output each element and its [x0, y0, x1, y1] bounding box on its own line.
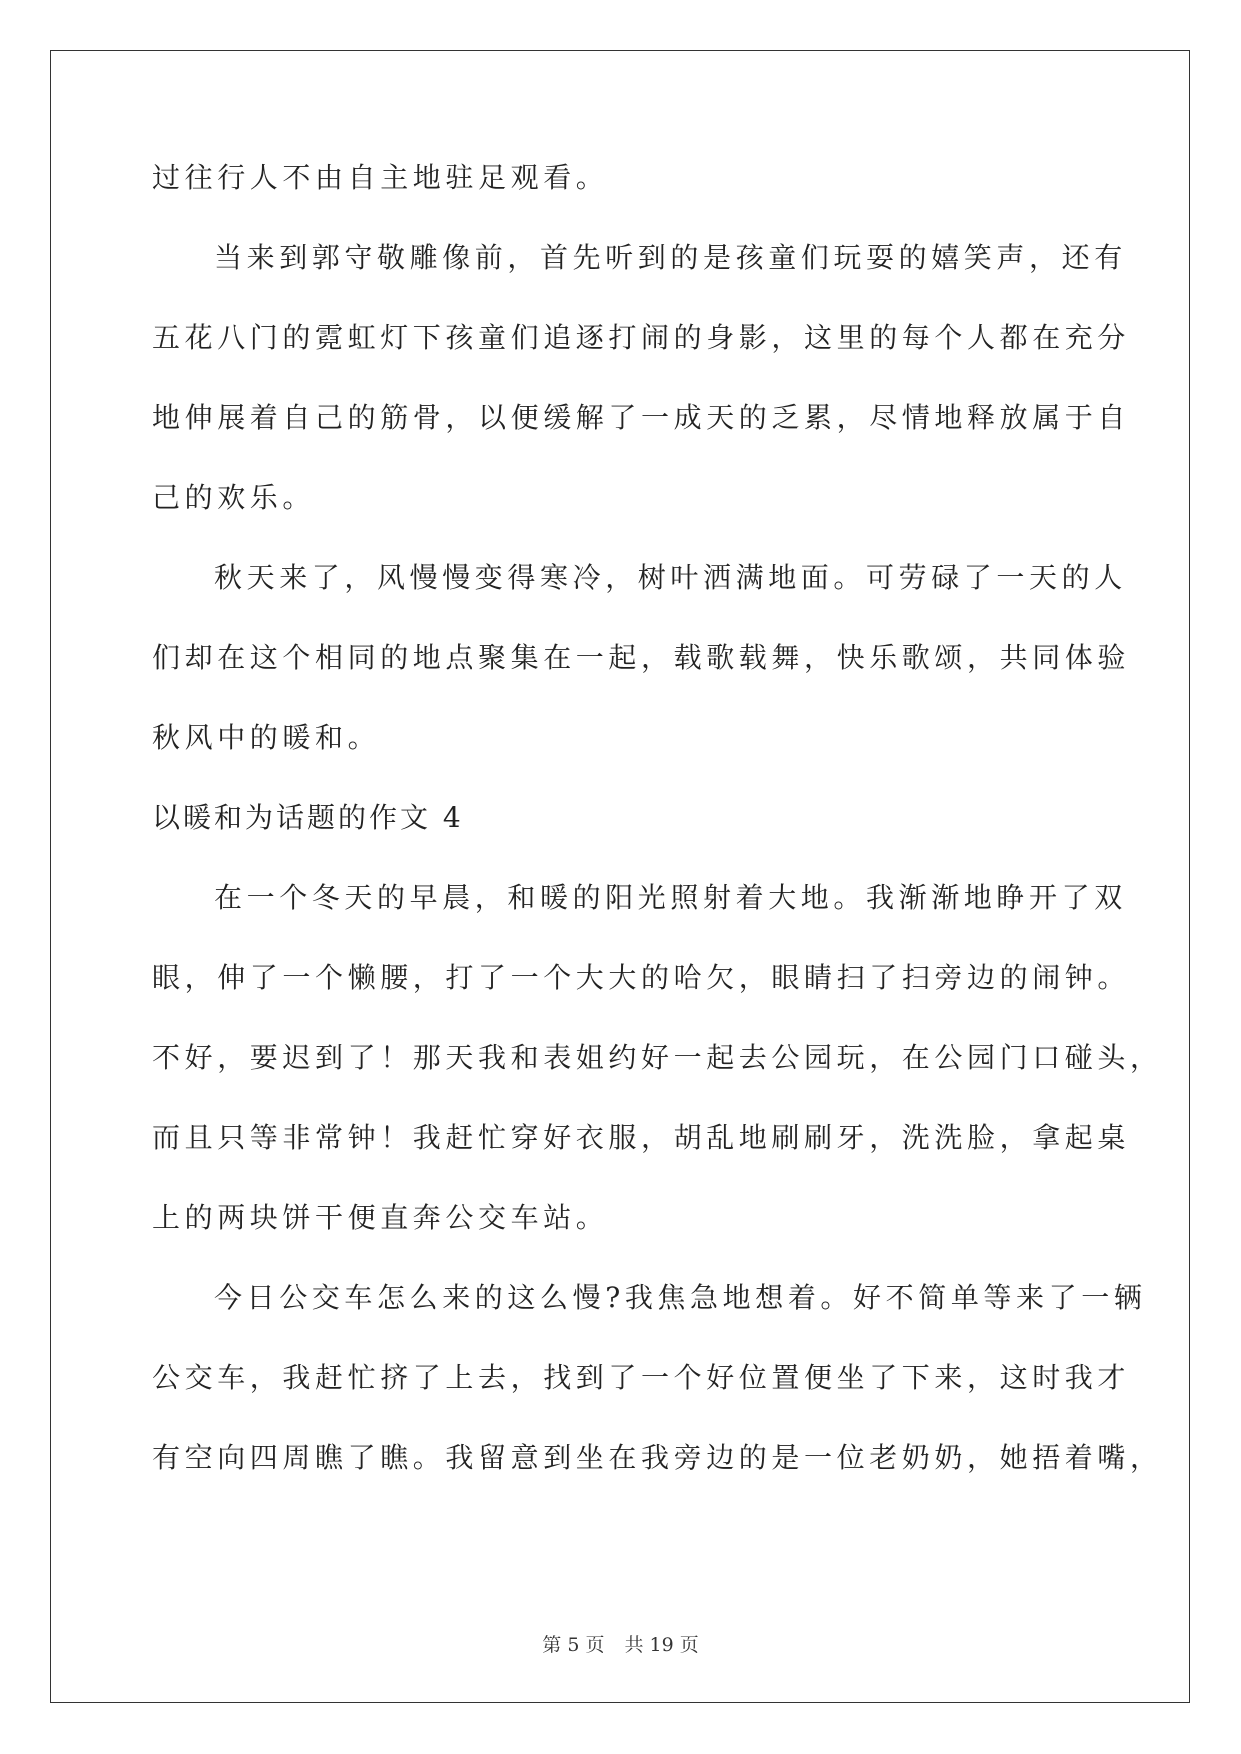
page-total: 共 19 页	[624, 1634, 699, 1656]
text-line: 地伸展着自己的筋骨，以便缓解了一成天的乏累，尽情地释放属于自	[152, 401, 1131, 434]
paragraph-start-line: 秋天来了，风慢慢变得寒冷，树叶洒满地面。可劳碌了一天的人	[214, 561, 1127, 594]
text-line: 有空向四周瞧了瞧。我留意到坐在我旁边的是一位老奶奶，她捂着嘴，	[152, 1441, 1163, 1474]
text-line: 公交车，我赶忙挤了上去，找到了一个好位置便坐了下来，这时我才	[152, 1361, 1131, 1394]
text-line: 不好，要迟到了！那天我和表姐约好一起去公园玩，在公园门口碰头，	[152, 1041, 1163, 1074]
text-line: 而且只等非常钟！我赶忙穿好衣服，胡乱地刷刷牙，洗洗脸，拿起桌	[152, 1121, 1131, 1154]
text-line: 眼，伸了一个懒腰，打了一个大大的哈欠，眼睛扫了扫旁边的闹钟。	[152, 961, 1131, 994]
paragraph-start-line: 今日公交车怎么来的这么慢?我焦急地想着。好不简单等来了一辆	[214, 1281, 1147, 1314]
text-line: 们却在这个相同的地点聚集在一起，载歌载舞，快乐歌颂，共同体验	[152, 641, 1131, 674]
page-footer	[0, 1633, 1241, 1657]
text-line: 过往行人不由自主地驻足观看。	[152, 161, 609, 194]
text-line: 己的欢乐。	[152, 481, 316, 514]
paragraph-start-line: 当来到郭守敬雕像前，首先听到的是孩童们玩耍的嬉笑声，还有	[214, 241, 1127, 274]
paragraph-start-line: 在一个冬天的早晨，和暖的阳光照射着大地。我渐渐地睁开了双	[214, 881, 1127, 914]
text-line: 五花八门的霓虹灯下孩童们追逐打闹的身影，这里的每个人都在充分	[152, 321, 1131, 354]
section-heading: 以暖和为话题的作文 4	[152, 801, 464, 834]
text-line: 上的两块饼干便直奔公交车站。	[152, 1201, 609, 1234]
text-line: 秋风中的暖和。	[152, 721, 381, 754]
page-number: 第 5 页	[542, 1634, 605, 1656]
